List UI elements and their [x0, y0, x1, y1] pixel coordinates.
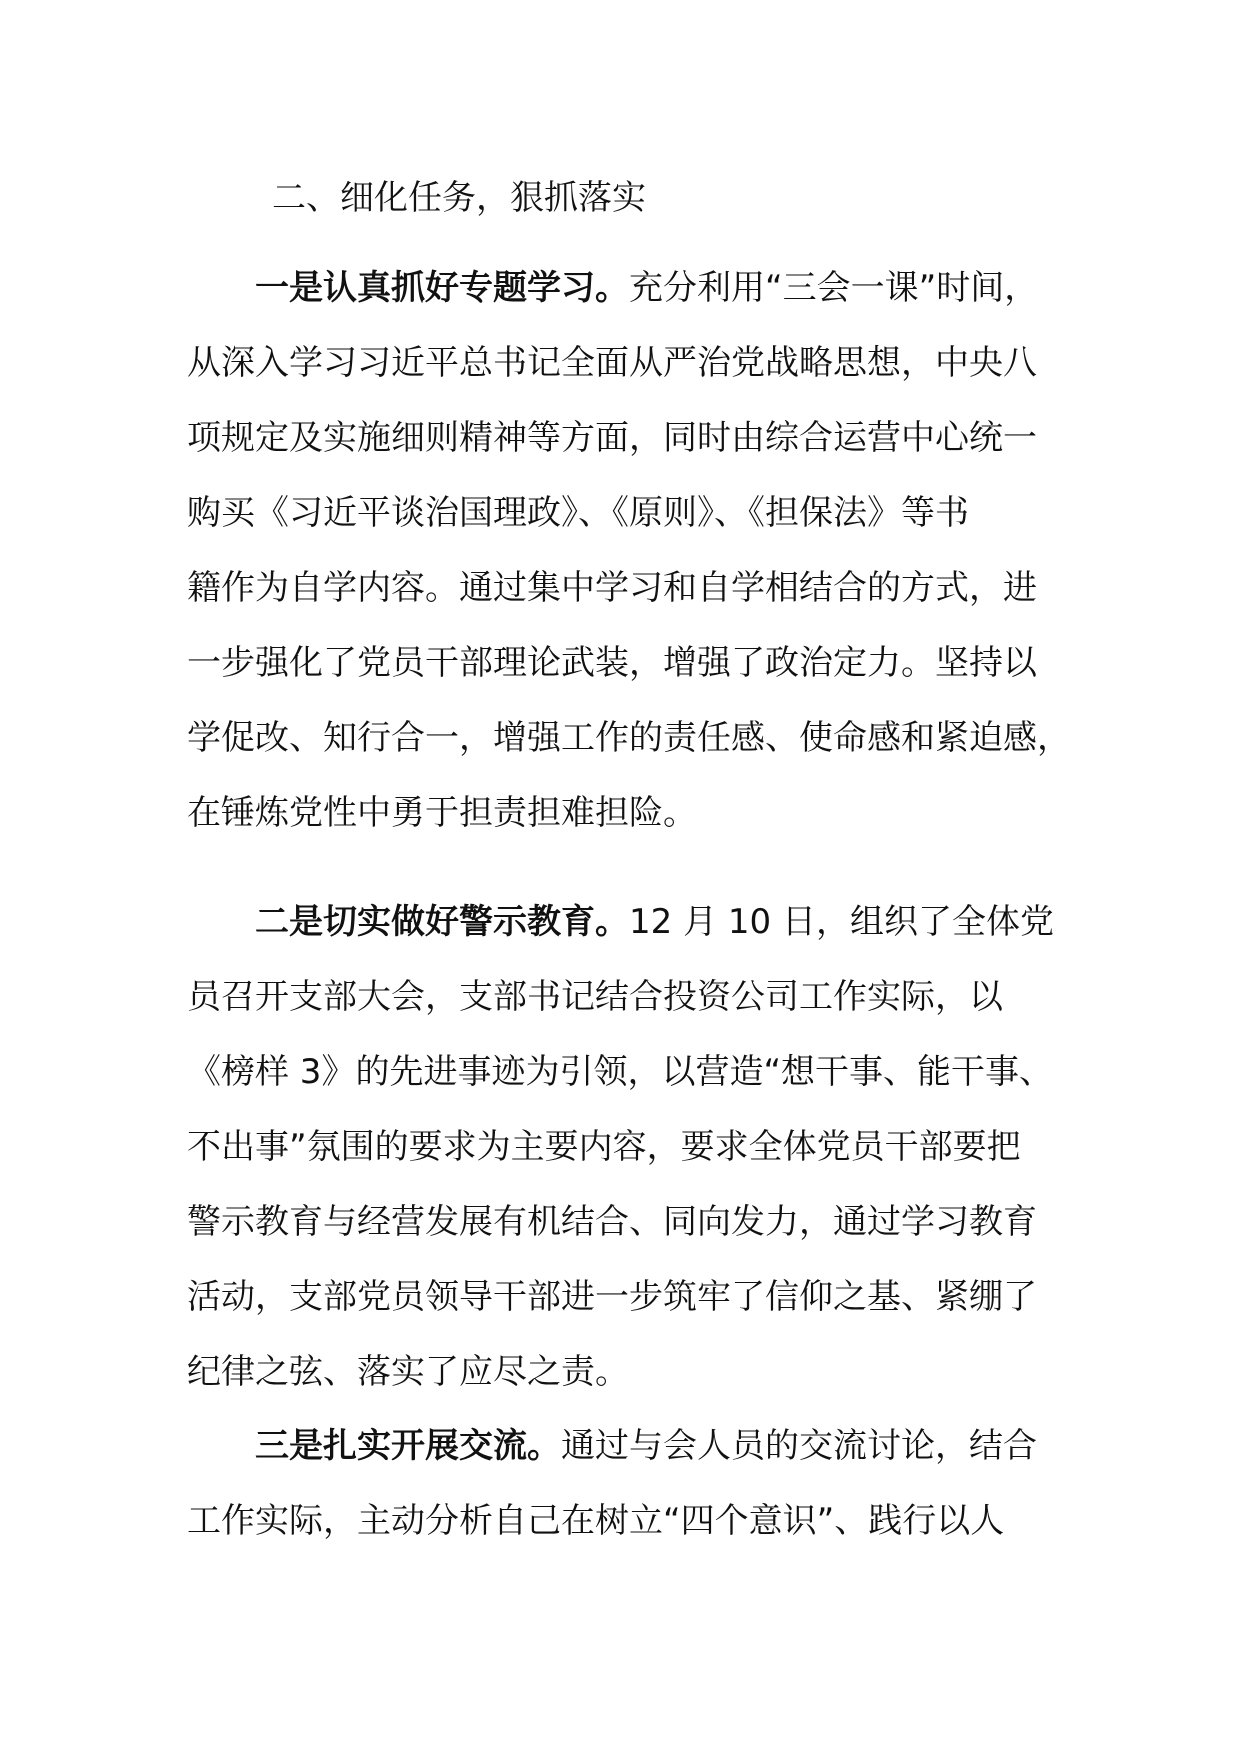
paragraph-text: 充分利用“三会一课”时间，	[629, 268, 1039, 308]
paragraph-line: 警示教育与经营发展有机结合、同向发力，通过学习教育	[187, 1202, 1037, 1242]
paragraph-line: 员召开支部大会，支部书记结合投资公司工作实际，以	[187, 977, 1003, 1017]
paragraph-line: 籍作为自学内容。通过集中学习和自学相结合的方式，进	[187, 568, 1037, 608]
paragraph-line: 《榜样 3》的先进事迹为引领，以营造“想干事、能干事、	[187, 1052, 1054, 1092]
paragraph-warning-education	[187, 885, 1067, 1410]
paragraph-lead: 三是扎实开展交流。	[255, 1426, 561, 1466]
paragraph-line	[187, 251, 1067, 326]
paragraph-line: 从深入学习习近平总书记全面从严治党战略思想，中央八	[187, 343, 1037, 383]
paragraph-text: 12 月 10 日，组织了全体党	[629, 902, 1054, 942]
paragraph-line: 项规定及实施细则精神等方面，同时由综合运营中心统一	[187, 418, 1037, 458]
paragraph-line: 工作实际，主动分析自己在树立“四个意识”、践行以人	[187, 1501, 1005, 1541]
paragraph-line: 纪律之弦、落实了应尽之责。	[187, 1352, 629, 1392]
paragraph-study	[187, 251, 1071, 851]
paragraph-line	[187, 1409, 1067, 1484]
paragraph-line: 学促改、知行合一，增强工作的责任感、使命感和紧迫感，	[187, 718, 1071, 758]
paragraph-line: 一步强化了党员干部理论武装，增强了政治定力。坚持以	[187, 643, 1037, 683]
paragraph-line	[187, 885, 1067, 960]
paragraph-lead: 一是认真抓好专题学习。	[255, 268, 629, 308]
paragraph-line: 不出事”氛围的要求为主要内容，要求全体党员干部要把	[187, 1127, 1021, 1167]
paragraph-line: 活动，支部党员领导干部进一步筑牢了信仰之基、紧绷了	[187, 1277, 1037, 1317]
paragraph-line: 在锤炼党性中勇于担责担难担险。	[187, 793, 697, 833]
paragraph-text: 通过与会人员的交流讨论，结合	[561, 1426, 1037, 1466]
section-heading: 二、细化任务，狠抓落实	[272, 178, 646, 218]
paragraph-lead: 二是切实做好警示教育。	[255, 902, 629, 942]
paragraph-line: 购买《习近平谈治国理政》、《原则》、《担保法》等书	[187, 493, 969, 533]
paragraph-exchange	[187, 1409, 1067, 1559]
